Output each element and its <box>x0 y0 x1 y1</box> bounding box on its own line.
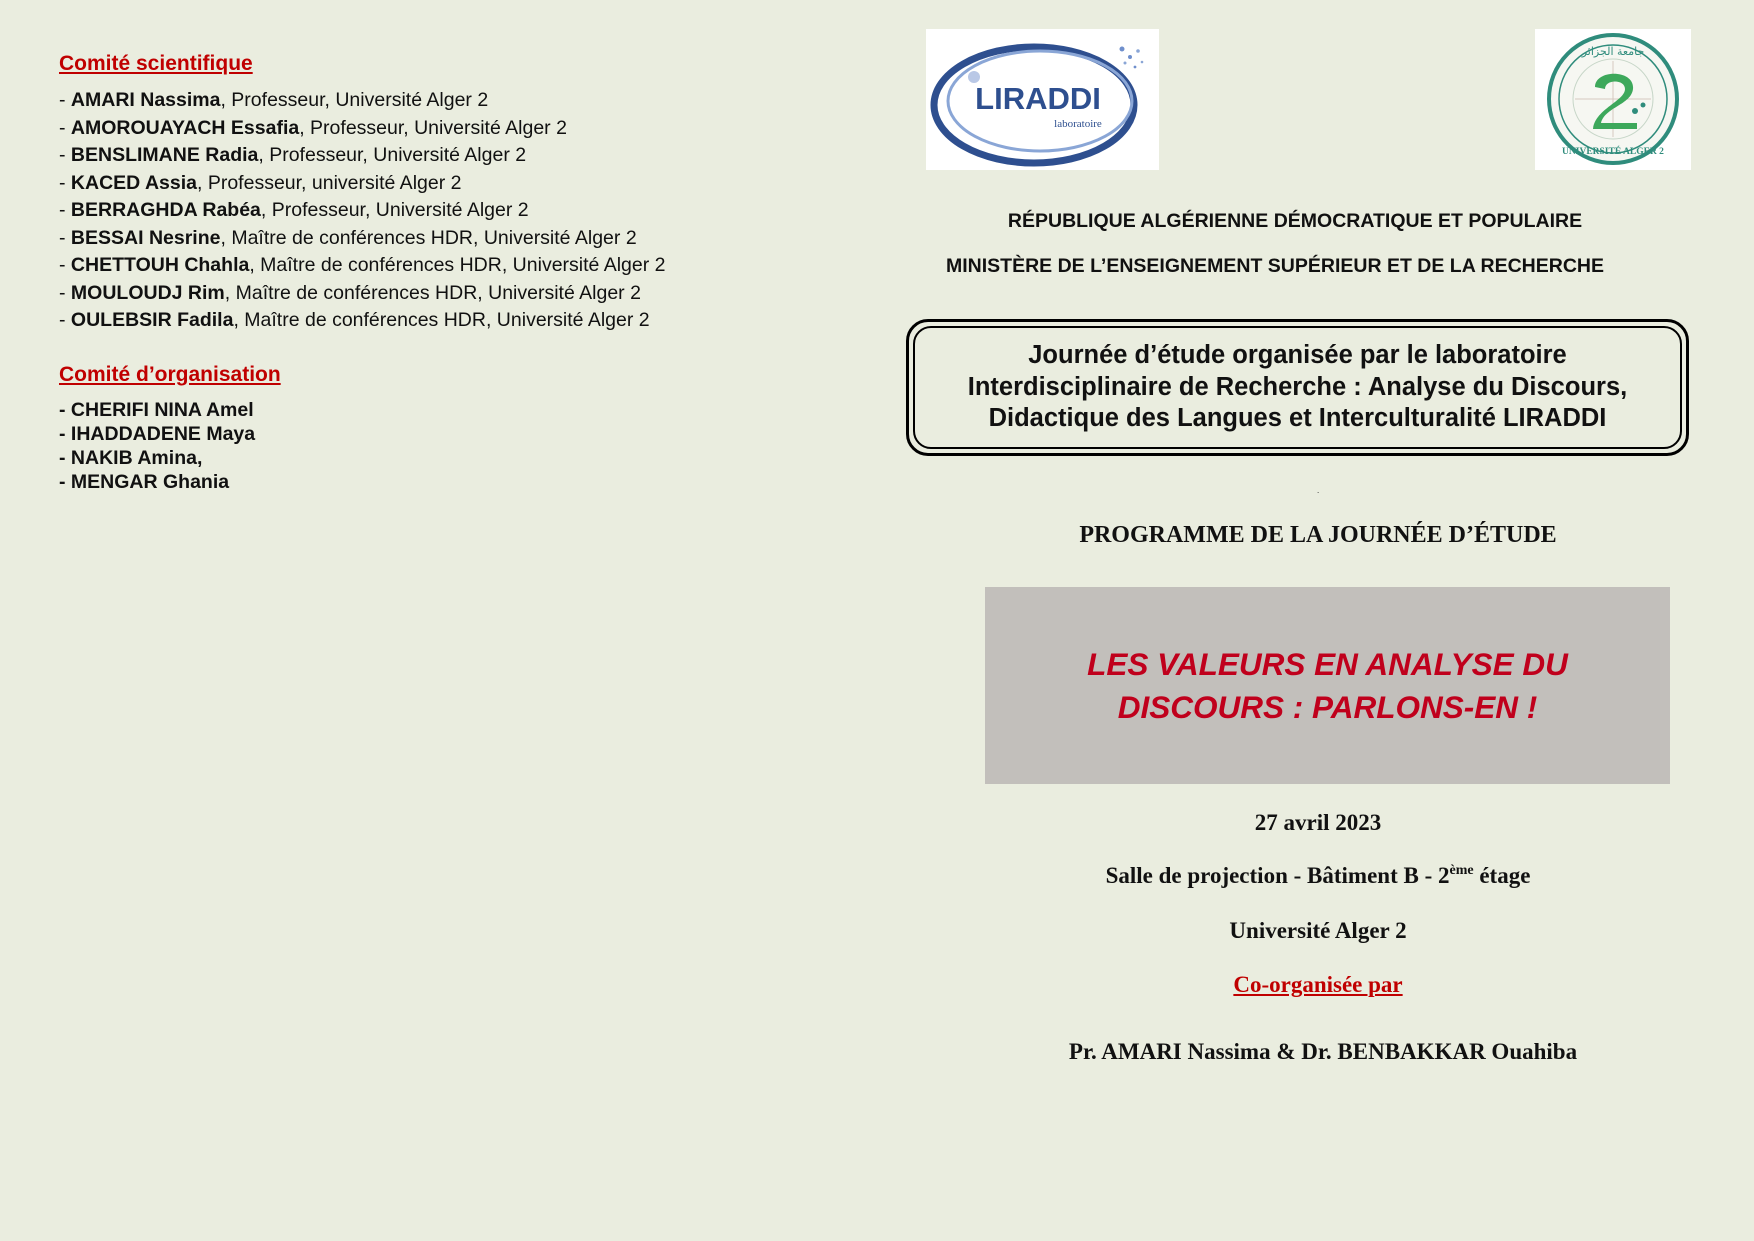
list-item: - AMOROUAYACH Essafia, Professeur, Université Alger 2 <box>59 116 567 139</box>
event-description-frame <box>906 319 1689 456</box>
ministry-heading: MINISTÈRE DE L’ENSEIGNEMENT SUPÉRIEUR ET DE LA RECHERCHE <box>945 255 1605 277</box>
logo-arabic-text: جامعة الجزائر <box>1581 45 1645 58</box>
frame-line: Journée d’étude organisée par le laboratoire <box>1028 341 1567 370</box>
list-item: - NAKIB Amina, <box>59 446 203 469</box>
venue-prefix: Salle de projection - Bâtiment B - 2 <box>1105 863 1450 888</box>
member-role: , Maître de conférences HDR, Université Alger 2 <box>249 254 666 276</box>
list-item: - AMARI Nassima, Professeur, Université Alger 2 <box>59 89 489 111</box>
member-role: , Maître de conférences HDR, Université Alger 2 <box>220 226 637 249</box>
venue-suffix: étage <box>1473 863 1531 888</box>
member-name: BERRAGHDA Rabéa <box>70 199 261 221</box>
member-role: , Maître de conférences HDR, Université Alger 2 <box>233 309 650 331</box>
logo-subtext: laboratoire <box>1054 118 1102 130</box>
list-item: - CHERIFI NINA Amel <box>59 398 254 421</box>
member-name: AMOROUAYACH Essafia <box>70 116 300 139</box>
member-name: CHETTOUH Chahla <box>70 254 250 276</box>
member-name: KACED Assia <box>70 171 197 194</box>
member-role: , Professeur, Université Alger 2 <box>260 199 529 221</box>
theme-line: DISCOURS : PARLONS-EN ! <box>1117 688 1538 725</box>
organizers-names: Pr. AMARI Nassima & Dr. BENBAKKAR Ouahiba <box>1068 1039 1578 1064</box>
list-item: - BENSLIMANE Radia, Professeur, Université Alger 2 <box>59 144 527 166</box>
separator-dot: . <box>1317 486 1320 495</box>
member-name: BENSLIMANE Radia <box>70 144 259 166</box>
list-item: - BESSAI Nesrine, Maître de conférences HDR, Université Alger 2 <box>59 226 637 249</box>
list-item: - MENGAR Ghania <box>59 470 230 493</box>
member-role: , Professeur, Université Alger 2 <box>299 116 567 139</box>
list-item: - OULEBSIR Fadila, Maître de conférences HDR, Université Alger 2 <box>59 309 650 331</box>
member-name: AMARI Nassima <box>70 89 221 111</box>
logo-text: LIRADDI <box>975 81 1101 116</box>
event-university: Université Alger 2 <box>1229 918 1407 943</box>
list-item: - MOULOUDJ Rim, Maître de conférences HDR, Université Alger 2 <box>59 281 641 304</box>
universite-alger2-logo <box>1535 29 1691 170</box>
programme-heading: PROGRAMME DE LA JOURNÉE D’ÉTUDE <box>1079 522 1557 548</box>
list-item: - BERRAGHDA Rabéa, Professeur, Université Alger 2 <box>59 199 529 221</box>
republic-heading: RÉPUBLIQUE ALGÉRIENNE DÉMOCRATIQUE ET POPULAIRE <box>1007 210 1583 232</box>
venue-superscript: ème <box>1449 863 1474 878</box>
theme-banner <box>985 587 1670 784</box>
member-name: OULEBSIR Fadila <box>70 309 234 331</box>
event-description <box>913 326 1682 449</box>
theme-line: LES VALEURS EN ANALYSE DU <box>1087 645 1568 682</box>
left-panel <box>59 52 859 494</box>
frame-line: Interdisciplinaire de Recherche : Analyse du Discours, <box>967 372 1628 401</box>
list-item: - IHADDADENE Maya <box>59 422 256 445</box>
member-role: , Maître de conférences HDR, Université Alger 2 <box>224 281 641 304</box>
member-role: , Professeur, Université Alger 2 <box>258 144 527 166</box>
scientific-committee-title: Comité scientifique <box>59 52 253 75</box>
event-venue <box>900 863 1736 889</box>
member-name: MOULOUDJ Rim <box>70 281 225 304</box>
list-item: - CHETTOUH Chahla, Maître de conférences HDR, Université Alger 2 <box>59 254 666 276</box>
event-date: 27 avril 2023 <box>1254 810 1382 835</box>
organising-committee-title: Comité d’organisation <box>59 362 281 386</box>
member-role: , Professeur, Université Alger 2 <box>220 89 489 111</box>
liraddi-logo <box>926 29 1159 170</box>
logo-univ-text: UNIVERSITÉ ALGER 2 <box>1562 147 1664 157</box>
frame-line: Didactique des Langues et Interculturalité LIRADDI <box>988 404 1607 433</box>
member-role: , Professeur, université Alger 2 <box>197 171 462 194</box>
co-organised-label: Co-organisée par <box>1233 972 1403 997</box>
organising-committee-list <box>59 398 859 494</box>
member-name: BESSAI Nesrine <box>70 226 221 249</box>
scientific-committee-list <box>59 87 859 335</box>
list-item: - KACED Assia, Professeur, université Alger 2 <box>59 171 462 194</box>
